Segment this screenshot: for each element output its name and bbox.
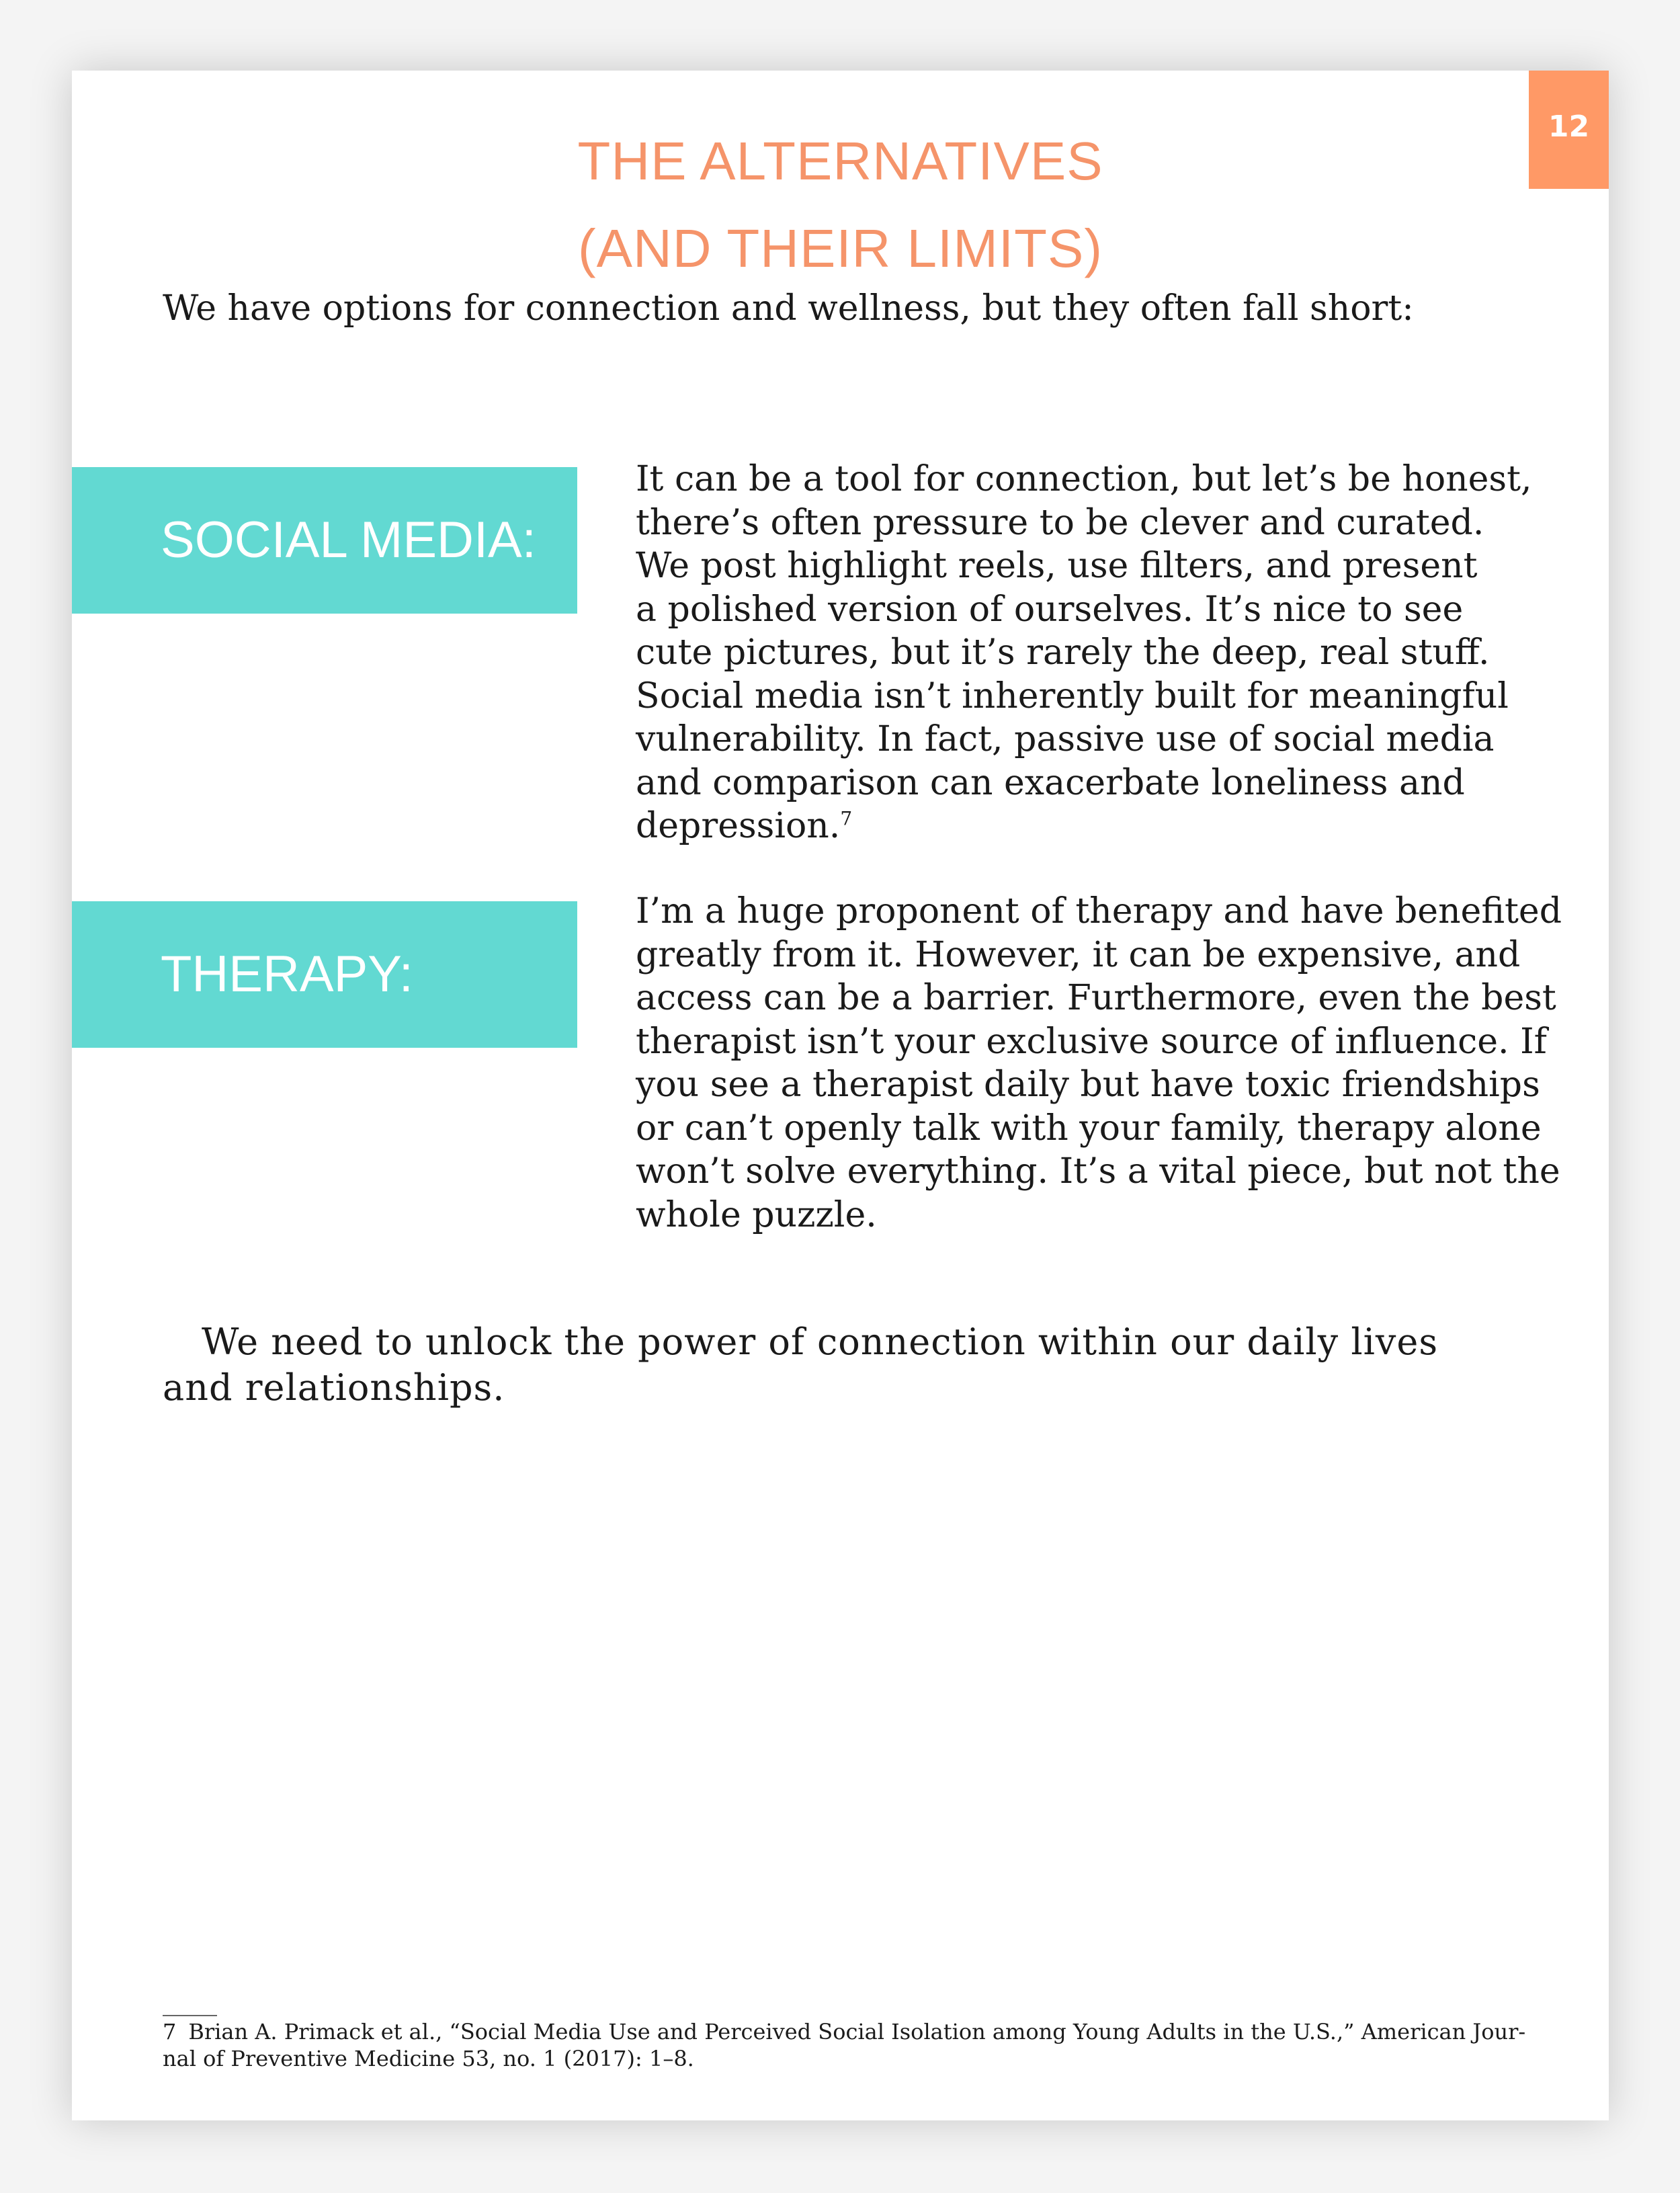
social-media-line: vulnerability. In fact, passive use of social media	[636, 719, 1495, 759]
social-media-line: We post highlight reels, use filters, and present	[636, 546, 1478, 586]
social-media-line: It can be a tool for connection, but let’s be honest,	[636, 459, 1532, 499]
footnote-line-2: nal of Preventive Medicine 53, no. 1 (2017): 1–8.	[163, 2046, 694, 2071]
therapy-line: whole puzzle.	[636, 1194, 877, 1235]
footnote-text-1: Brian A. Primack et al., “Social Media Use and Perceived Social Isolation among Young Adults in the U.S.,” American Jour-	[188, 2019, 1526, 2044]
closing-line-1: We need to unlock the power of connection within our daily lives	[202, 1321, 1439, 1363]
page-number: 12	[1548, 110, 1590, 144]
social-media-line: a polished version of ourselves. It’s nice to see	[636, 589, 1464, 630]
therapy-line: won’t solve everything. It’s a vital piece, but not the	[636, 1151, 1560, 1192]
document-page	[72, 71, 1609, 2120]
therapy-label-box	[72, 901, 577, 1048]
closing-line-2: and relationships.	[163, 1366, 505, 1409]
therapy-line: I’m a huge proponent of therapy and have benefited	[636, 891, 1562, 932]
intro-paragraph: We have options for connection and wellness, but they often fall short:	[163, 288, 1414, 329]
social-media-paragraph	[636, 458, 1563, 848]
therapy-line: or can’t openly talk with your family, therapy alone	[636, 1108, 1542, 1149]
therapy-line: you see a therapist daily but have toxic friendships	[636, 1065, 1540, 1105]
footnote-line-1	[163, 2018, 1574, 2045]
footnote-divider	[163, 2015, 217, 2016]
footnote-reference[interactable]: 7	[840, 807, 853, 830]
social-media-line: and comparison can exacerbate loneliness and	[636, 762, 1465, 803]
social-media-label-box	[72, 467, 577, 614]
page-title-line-2: (AND THEIR LIMITS)	[577, 218, 1103, 278]
social-media-line: Social media isn’t inherently built for meaningful	[636, 675, 1509, 716]
footnote-number: 7	[163, 2019, 177, 2044]
social-media-last-line	[636, 804, 1563, 848]
page-title-line-1: THE ALTERNATIVES	[577, 131, 1103, 191]
social-media-line: cute pictures, but it’s rarely the deep, real stuff.	[636, 632, 1490, 673]
social-media-label: SOCIAL MEDIA:	[161, 511, 536, 569]
footnote	[163, 2018, 1574, 2072]
therapy-line: access can be a barrier. Furthermore, even the best	[636, 978, 1556, 1018]
therapy-paragraph	[636, 890, 1563, 1237]
therapy-label: THERAPY:	[161, 946, 413, 1003]
social-media-line: there’s often pressure to be clever and curated.	[636, 502, 1484, 543]
social-media-line: depression.	[636, 806, 841, 846]
therapy-line: greatly from it. However, it can be expensive, and	[636, 934, 1521, 975]
closing-paragraph	[163, 1319, 1507, 1411]
page-title	[72, 118, 1609, 292]
therapy-line: therapist isn’t your exclusive source of influence. If	[636, 1021, 1547, 1062]
